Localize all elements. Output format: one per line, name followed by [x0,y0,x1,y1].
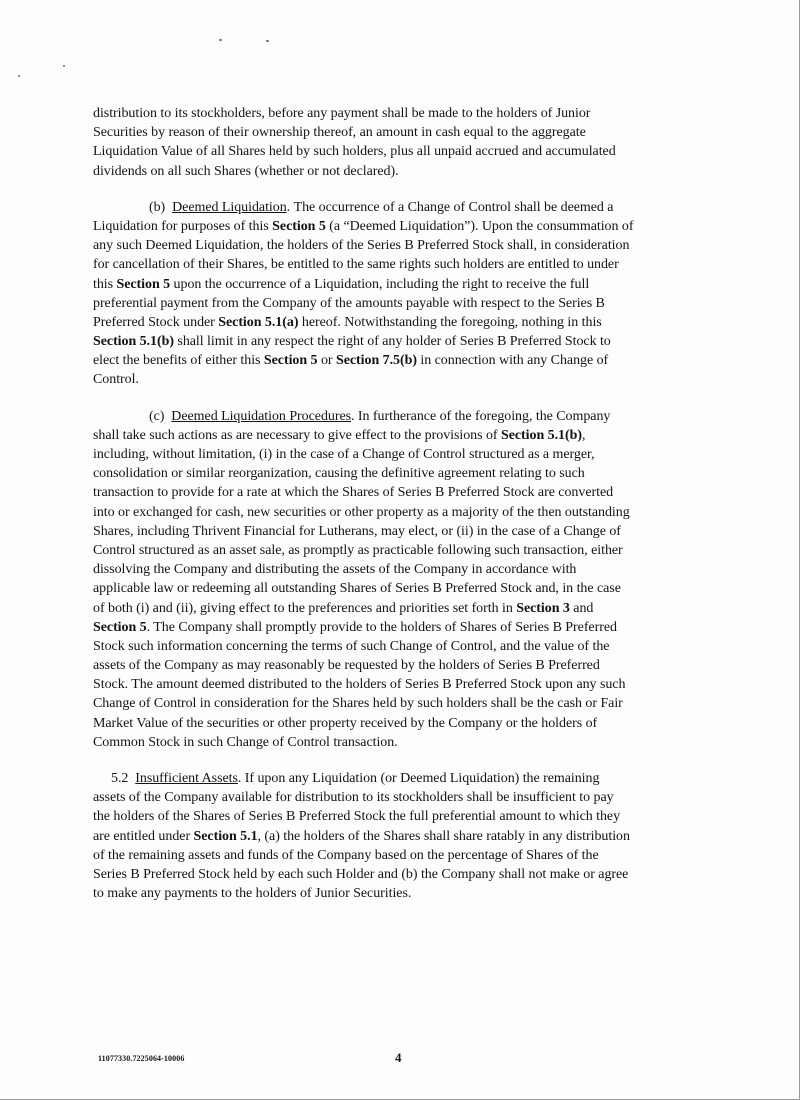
section-reference: Section 5.1(b) [93,334,174,350]
paragraph-intro [93,104,713,181]
text-line: applicable law or redeeming all outstanding Shares of Series B Preferred Stock and, in the case [93,581,621,597]
scan-speck [63,65,65,67]
scan-speck [266,40,269,42]
document-code: 11077330.7225064-10006 [98,1054,185,1063]
text-line: of the remaining assets and funds of the Company based on the percentage of Shares of the [93,847,599,863]
section-5-2-label: 5.2 [111,771,129,786]
text-line: elect the benefits of either this Section 5 or Section 7.5(b) in connection with any Change of [93,353,609,369]
text-line: Common Stock in such Change of Control transaction. [93,734,398,750]
text-line: distribution to its stockholders, before any payment shall be made to the holders of Junior [93,106,591,121]
text-line: Liquidation for purposes of this Section 5 (a “Deemed Liquidation”). Upon the consummation of [93,218,634,234]
text-line: If upon any Liquidation (or Deemed Liquidation) the remaining [244,771,600,786]
text-line: dividends on all such Shares (whether or not declared). [93,163,399,179]
section-b-first-line: (b) Deemed Liquidation. The occurrence of a Change of Control shall be deemed a [149,199,614,215]
section-5-2-heading: Insufficient Assets [135,771,238,786]
text-line: including, without limitation, (i) in the case of a Change of Control structured as a merger, [93,447,595,462]
section-c [93,407,713,752]
text-line: Series B Preferred Stock held by each such Holder and (b) the Company shall not make or agree [93,866,629,882]
text-line: Stock. The amount deemed distributed to the holders of Series B Preferred Stock upon any such [93,677,626,693]
text-line: of both (i) and (ii), giving effect to the preferences and priorities set forth in Section 3 and [93,600,594,616]
section-reference: Section 5.1(b) [500,427,582,443]
text-line: Preferred Stock under Section 5.1(a) hereof. Notwithstanding the foregoing, nothing in this [93,314,602,330]
text-line: to make any payments to the holders of Junior Securities. [93,886,412,902]
text-line: Stock such information concerning the terms of such Change of Control, and the value of the [93,638,610,654]
text-line: preferential payment from the Company of the amounts payable with respect to the Series B [93,295,605,311]
section-b-heading: Deemed Liquidation [172,199,287,215]
text-line: Market Value of the securities or other property received by the Company or the holders of [93,715,598,731]
section-reference: Section 5 [263,353,318,369]
section-reference: Section 5.1 [193,828,258,844]
section-c-heading: Deemed Liquidation Procedures [171,408,352,424]
text-line: the holders of the Shares of Series B Preferred Stock the full preferential amount to which they [93,809,621,825]
text-line: Section 5. The Company shall promptly provide to the holders of Shares of Series B Preferred [93,619,617,635]
text-line: dissolving the Company and distributing the assets of the Company in accordance with [93,562,577,578]
section-reference: Section 3 [516,600,570,616]
text-line: are entitled under Section 5.1, (a) the holders of the Shares shall share ratably in any distribution [93,828,630,844]
scan-speck [18,75,20,77]
text-line: Change of Control in consideration for the Shares held by such holders shall be the cash or Fair [93,696,623,712]
section-reference: Section 5 [116,276,171,292]
text-line: Section 5.1(b) shall limit in any respect the right of any holder of Series B Preferred Stock to [93,334,611,350]
section-b-label: (b) [149,199,166,215]
section-c-label: (c) [149,408,165,424]
section-reference: Section 5 [272,218,326,234]
text-line: Control. [93,372,139,388]
section-reference: Section 7.5(b) [335,353,417,369]
text-line: Shares, including Thrivent Financial for Lutherans, may elect, or (ii) in the case of a Change of [93,523,621,539]
text-line: into or exchanged for cash, new securities or other property as a majority of the then outstanding [93,504,630,520]
section-5-2-first-line: 5.2 Insufficient Assets. If upon any Liquidation (or Deemed Liquidation) the remaining [111,771,600,786]
text-line: this Section 5 upon the occurrence of a Liquidation, including the right to receive the full [93,276,590,292]
section-5-2 [93,769,713,903]
text-line: assets of the Company as may reasonably be requested by the holders of Series B Preferred [93,658,600,674]
document-body [93,104,713,920]
text-line: consolidation or similar reorganization, causing the definitive agreement relating to such [93,466,585,482]
text-line: The occurrence of a Change of Control shall be deemed a [293,199,614,215]
text-line: transaction to provide for a rate at which the Shares of Series B Preferred Stock are converted [93,485,614,501]
scan-speck [219,39,222,41]
text-line: In furtherance of the foregoing, the Company [357,408,611,424]
text-line: shall take such actions as are necessary to give effect to the provisions of Section 5.1(b), [93,427,586,443]
text-line: for cancellation of their Shares, be entitled to the same rights such holders are entitled to under [93,257,619,273]
section-reference: Section 5.1(a) [218,314,299,330]
text-line: Liquidation Value of all Shares held by such holders, plus all unpaid accrued and accumulated [93,144,616,160]
text-line: assets of the Company available for distribution to its stockholders shall be insufficient to pay [93,790,614,806]
text-line: Control structured as an asset sale, as promptly as practicable following such transaction, either [93,542,623,558]
section-c-first-line: (c) Deemed Liquidation Procedures. In furtherance of the foregoing, the Company [149,408,611,424]
section-b [93,198,713,390]
text-line: any such Deemed Liquidation, the holders of the Series B Preferred Stock shall, in consideration [93,238,630,254]
section-reference: Section 5 [93,619,147,635]
page-number: 4 [395,1050,402,1065]
text-line: Securities by reason of their ownership thereof, an amount in cash equal to the aggregate [93,125,586,141]
